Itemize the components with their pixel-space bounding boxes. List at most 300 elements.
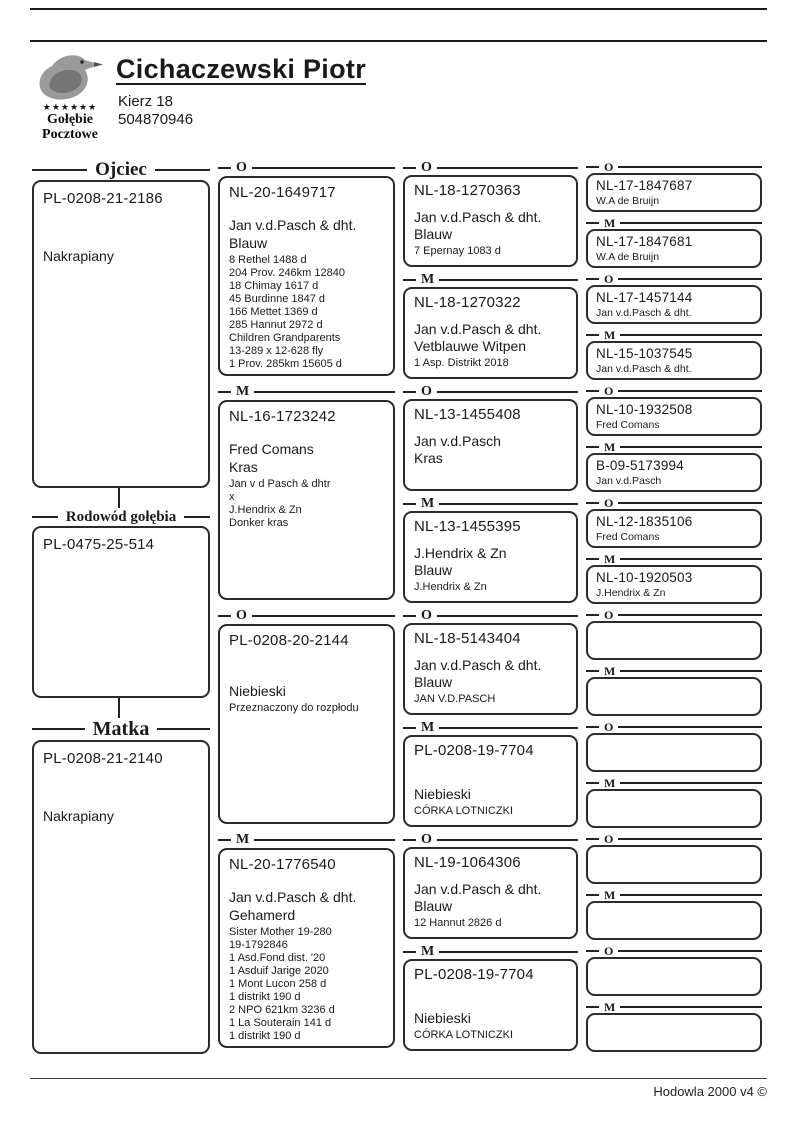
- box-header: [586, 664, 762, 677]
- father-header: [32, 160, 210, 180]
- sex-label: O: [604, 607, 614, 622]
- header-line: [618, 950, 762, 952]
- sex-label: M: [236, 832, 250, 847]
- breeder-line: [414, 769, 567, 786]
- bird-box: [32, 526, 210, 698]
- sex-label: O: [604, 831, 614, 846]
- ring-number: NL-18-5143404: [414, 630, 521, 647]
- breeder-line: [596, 628, 752, 640]
- header-line: [437, 391, 578, 393]
- result-line: 7 Epernay 1083 d: [414, 245, 501, 257]
- gen4-cell: [586, 944, 762, 996]
- pedigree-box: [218, 848, 395, 1048]
- result-line: Children Grandparents: [229, 332, 341, 344]
- pedigree-box: [403, 959, 578, 1051]
- color-line: Blauw: [414, 562, 453, 578]
- pedigree-box-empty: [586, 677, 762, 716]
- generation1-column: [32, 160, 210, 1054]
- pedigree-box-empty: [586, 957, 762, 996]
- result-line: 1 distrikt 190 d: [229, 991, 301, 1003]
- header-line: [403, 503, 416, 505]
- box-header: [586, 832, 762, 845]
- header-line: [439, 279, 578, 281]
- ring-number: PL-0208-19-7704: [414, 742, 534, 759]
- sex-label: O: [604, 495, 614, 510]
- box-header: [403, 608, 578, 623]
- header-line: [437, 167, 578, 169]
- header-line: [620, 782, 762, 784]
- mother-label: Matka: [92, 717, 150, 740]
- generation2-column: [218, 160, 395, 1056]
- box-header: [586, 720, 762, 733]
- result-line: 12 Hannut 2826 d: [414, 917, 502, 929]
- header-line: [32, 728, 85, 730]
- box-header: [586, 1000, 762, 1013]
- result-line: 13-289 x 12-628 fly: [229, 345, 324, 357]
- pigeon-logo-icon: [30, 50, 110, 102]
- result-line: J.Hendrix & Zn: [414, 581, 487, 593]
- result-line: 2 NPO 621km 3236 d: [229, 1004, 335, 1016]
- sex-label: M: [604, 215, 616, 230]
- pedigree-box: [218, 176, 395, 376]
- breeder-line: [596, 1020, 752, 1032]
- sex-label: M: [604, 551, 616, 566]
- ring-number: NL-17-1847687: [596, 178, 693, 193]
- gen4-cell: [586, 720, 762, 772]
- box-header: [586, 216, 762, 229]
- mother-header: [32, 718, 210, 740]
- bird-header: [32, 508, 210, 526]
- pedigree-box-empty: [586, 1013, 762, 1052]
- sex-label: M: [604, 887, 616, 902]
- mother-box: [32, 740, 210, 1054]
- header-line: [439, 503, 578, 505]
- header-line: [218, 839, 231, 841]
- header-line: [620, 222, 762, 224]
- pedigree-box: [218, 624, 395, 824]
- sex-label: O: [421, 383, 432, 399]
- header-line: [618, 278, 762, 280]
- breeder-line: Jan v.d.Pasch: [414, 433, 501, 449]
- sex-label: M: [604, 663, 616, 678]
- color-line: Blauw: [414, 226, 453, 242]
- header-line: [586, 894, 599, 896]
- pedigree-box-empty: [586, 789, 762, 828]
- gen2-cell: [218, 160, 395, 376]
- father-label: Ojciec: [95, 159, 147, 180]
- header-line: [403, 279, 416, 281]
- result-line: Jan v d Pasch & dhtr: [229, 478, 331, 490]
- header-line: [586, 782, 599, 784]
- header-line: [586, 334, 599, 336]
- pedigree-box-empty: [586, 621, 762, 660]
- sex-label: O: [604, 271, 614, 286]
- ring-number: NL-18-1270363: [414, 182, 521, 199]
- box-header: [218, 608, 395, 624]
- result-line: 18 Chimay 1617 d: [229, 280, 319, 292]
- pedigree-box-empty: [586, 901, 762, 940]
- pedigree-box: [403, 735, 578, 827]
- header-line: [586, 446, 599, 448]
- header-line: [586, 614, 599, 616]
- software-credit: Hodowla 2000 v4 ©: [653, 1084, 767, 1099]
- pedigree-box: [586, 229, 762, 268]
- result-line: 204 Prov. 246km 12840: [229, 267, 345, 279]
- ring-number: NL-13-1455395: [414, 518, 521, 535]
- breeder-line: Jan v.d.Pasch & dht.: [414, 321, 542, 337]
- breeder-number: 504870946: [118, 111, 194, 128]
- ring-number: PL-0475-25-514: [43, 536, 155, 553]
- result-line: 1 Asd.Fond dist. '20: [229, 952, 326, 964]
- ring-number: NL-12-1835106: [596, 514, 693, 529]
- header-line: [254, 391, 395, 393]
- breeder-line: [414, 993, 567, 1010]
- breeder-line: [596, 796, 752, 808]
- box-header: [586, 496, 762, 509]
- header-line: [620, 894, 762, 896]
- color-line: Kras: [414, 450, 443, 466]
- header-line: [620, 446, 762, 448]
- pedigree-box-empty: [586, 733, 762, 772]
- box-header: [403, 832, 578, 847]
- result-line: Donker kras: [229, 517, 289, 529]
- header-line: [618, 166, 762, 168]
- results: [229, 702, 384, 715]
- box-header: [586, 160, 762, 173]
- box-header: [586, 384, 762, 397]
- header-line: [437, 615, 578, 617]
- box-header: [586, 944, 762, 957]
- breeder-line: Fred Comans: [596, 531, 660, 543]
- header-line: [586, 726, 599, 728]
- ring-number: NL-19-1064306: [414, 854, 521, 871]
- ring-number: NL-13-1455408: [414, 406, 521, 423]
- result-line: x: [229, 491, 235, 503]
- sex-label: M: [236, 384, 250, 399]
- header-line: [403, 615, 416, 617]
- header-line: [586, 838, 599, 840]
- breeder-line: [596, 684, 752, 696]
- bird-label: Rodowód gołębia: [65, 508, 177, 525]
- box-header: [586, 328, 762, 341]
- gen3-cell: [403, 944, 578, 1051]
- breeder-line: Jan v.d.Pasch & dht.: [229, 217, 357, 233]
- result-line: 1 Asp. Distrikt 2018: [414, 357, 509, 369]
- gen3-cell: [403, 384, 578, 491]
- sex-label: O: [421, 607, 432, 623]
- header-line: [586, 558, 599, 560]
- box-header: [403, 944, 578, 959]
- sex-label: M: [421, 271, 435, 287]
- header-line: [403, 167, 416, 169]
- ring-number: NL-17-1457144: [596, 290, 693, 305]
- sex-label: M: [421, 943, 435, 959]
- header-line: [586, 278, 599, 280]
- result-line: CÓRKA LOTNICZKI: [414, 805, 514, 817]
- header-line: [218, 391, 231, 393]
- pedigree-box: [586, 509, 762, 548]
- header-line: [155, 169, 210, 171]
- box-header: [403, 272, 578, 287]
- breeder-line: J.Hendrix & Zn: [596, 587, 666, 599]
- breeder-line: Jan v.d.Pasch & dht.: [229, 889, 357, 905]
- sex-label: O: [604, 943, 614, 958]
- results: [229, 478, 384, 530]
- result-line: [414, 468, 567, 482]
- pedigree-box: [403, 287, 578, 379]
- pedigree-box-empty: [586, 845, 762, 884]
- header-line: [403, 839, 416, 841]
- result-line: CÓRKA LOTNICZKI: [414, 1029, 514, 1041]
- header-line: [620, 558, 762, 560]
- ring-number: NL-20-1649717: [229, 184, 336, 201]
- pedigree-box: [586, 285, 762, 324]
- pedigree-box: [586, 453, 762, 492]
- gen3-cell: [403, 272, 578, 379]
- sex-label: M: [421, 719, 435, 735]
- breeder-line: W.A de Bruijn: [596, 195, 660, 207]
- ring-number: NL-17-1847681: [596, 234, 693, 249]
- breeder-line: [596, 852, 752, 864]
- color-line: Blauw: [414, 898, 453, 914]
- breeder-line: Jan v.d.Pasch & dht.: [414, 881, 542, 897]
- header-line: [618, 614, 762, 616]
- gen4-cell: [586, 272, 762, 324]
- box-header: [218, 384, 395, 400]
- gen3-cell: [403, 832, 578, 939]
- box-header: [403, 720, 578, 735]
- box-header: [218, 832, 395, 848]
- result-line: J.Hendrix & Zn: [229, 504, 302, 516]
- sex-label: M: [604, 327, 616, 342]
- color-line: Kras: [229, 459, 258, 475]
- result-line: JAN V.D.PASCH: [414, 693, 496, 705]
- header-line: [218, 615, 231, 617]
- gen3-cell: [403, 496, 578, 603]
- sex-label: M: [421, 495, 435, 511]
- ring-number: NL-18-1270322: [414, 294, 521, 311]
- sex-label: O: [604, 719, 614, 734]
- result-line: 19-1792846: [229, 939, 288, 951]
- breeder-line: J.Hendrix & Zn: [414, 545, 507, 561]
- result-line: 1 Prov. 285km 15605 d: [229, 358, 342, 370]
- generation3-column: [403, 160, 578, 1056]
- box-header: [586, 440, 762, 453]
- breeder-line: Jan v.d.Pasch & dht.: [596, 307, 692, 319]
- result-line: 1 Asduif Jarige 2020: [229, 965, 329, 977]
- gen4-cell: [586, 608, 762, 660]
- header-line: [252, 167, 395, 169]
- header-line: [403, 727, 416, 729]
- header-line: [439, 727, 578, 729]
- color-line: Vetblauwe Witpen: [414, 338, 527, 354]
- footer-rule: [30, 1078, 767, 1079]
- gen4-cell: [586, 552, 762, 604]
- box-header: [403, 384, 578, 399]
- sex-label: O: [236, 160, 247, 175]
- pedigree-box: [403, 847, 578, 939]
- result-line: 285 Hannut 2972 d: [229, 319, 323, 331]
- breeder-line: Jan v.d.Pasch: [596, 475, 662, 487]
- ring-number: PL-0208-19-7704: [414, 966, 534, 983]
- header-line: [32, 516, 58, 518]
- ring-number: NL-10-1932508: [596, 402, 693, 417]
- header-line: [586, 670, 599, 672]
- header-line: [157, 728, 210, 730]
- ring-number: PL-0208-21-2186: [43, 190, 163, 207]
- gen4-cell: [586, 440, 762, 492]
- result-line: 1 distrikt 190 d: [229, 1030, 301, 1042]
- color-line: Niebieski: [414, 786, 471, 802]
- box-header: [403, 496, 578, 511]
- header-line: [403, 391, 416, 393]
- header-line: [618, 726, 762, 728]
- breeder-line: [229, 664, 384, 682]
- gen3-cell: [403, 608, 578, 715]
- header-line: [32, 169, 87, 171]
- generation4-column: [586, 160, 762, 1056]
- color-description: Nakrapiany: [43, 248, 114, 264]
- result-line: 166 Mettet 1369 d: [229, 306, 318, 318]
- header-line: [620, 670, 762, 672]
- result-line: 8 Rethel 1488 d: [229, 254, 307, 266]
- header-line: [586, 390, 599, 392]
- ring-number: NL-15-1037545: [596, 346, 693, 361]
- sex-label: O: [421, 831, 432, 847]
- result-line: 45 Burdinne 1847 d: [229, 293, 326, 305]
- gen4-cell: [586, 832, 762, 884]
- gen4-cell: [586, 496, 762, 548]
- pedigree-box: [218, 400, 395, 600]
- pedigree-box: [586, 173, 762, 212]
- color-line: Niebieski: [414, 1010, 471, 1026]
- header-line: [184, 516, 210, 518]
- father-box: [32, 180, 210, 488]
- pedigree-box: [586, 397, 762, 436]
- ring-number: NL-10-1920503: [596, 570, 693, 585]
- pedigree-box: [403, 623, 578, 715]
- header-line: [403, 951, 416, 953]
- sex-label: O: [604, 159, 614, 174]
- gen3-cell: [403, 160, 578, 267]
- sex-label: O: [421, 159, 432, 175]
- header-line: [586, 166, 599, 168]
- gen4-cell: [586, 328, 762, 380]
- sex-label: M: [604, 439, 616, 454]
- box-header: [586, 888, 762, 901]
- color-line: Gehamerd: [229, 907, 296, 923]
- connector-line: [118, 488, 120, 508]
- box-header: [586, 272, 762, 285]
- ring-number: NL-16-1723242: [229, 408, 336, 425]
- ring-number: PL-0208-20-2144: [229, 632, 349, 649]
- box-header: [218, 160, 395, 176]
- breeder-line: [596, 964, 752, 976]
- top-rule: [30, 8, 767, 10]
- connector-line: [118, 698, 120, 718]
- box-header: [586, 552, 762, 565]
- results: [229, 926, 384, 1043]
- breeder-line: Fred Comans: [596, 419, 660, 431]
- pedigree-box: [403, 175, 578, 267]
- gen4-cell: [586, 888, 762, 940]
- logo-stars: ★★★★★★: [42, 102, 98, 112]
- breeder-line: Jan v.d.Pasch & dht.: [596, 363, 692, 375]
- color-line: Blauw: [414, 674, 453, 690]
- logo-text-line2: Pocztowe: [42, 127, 98, 142]
- header-rule: [30, 40, 767, 42]
- ring-number: B-09-5173994: [596, 458, 684, 473]
- header-line: [620, 334, 762, 336]
- sex-label: M: [604, 775, 616, 790]
- ring-number: PL-0208-21-2140: [43, 750, 163, 767]
- header-line: [586, 1006, 599, 1008]
- sex-label: O: [604, 383, 614, 398]
- results: [229, 254, 384, 371]
- gen4-cell: [586, 776, 762, 828]
- pedigree-box: [586, 341, 762, 380]
- header-line: [586, 502, 599, 504]
- header-line: [620, 1006, 762, 1008]
- color-description: Nakrapiany: [43, 808, 114, 824]
- pedigree-box: [403, 511, 578, 603]
- pedigree-box: [403, 399, 578, 491]
- club-logo: [26, 50, 114, 142]
- sex-label: O: [236, 608, 247, 623]
- box-header: [586, 776, 762, 789]
- logo-text-line1: Gołębie: [47, 112, 93, 127]
- breeder-line: Jan v.d.Pasch & dht.: [414, 209, 542, 225]
- page-title: Cichaczewski Piotr: [116, 54, 366, 84]
- result-line: Sister Mother 19-280: [229, 926, 332, 938]
- result-line: 1 La Souterain 141 d: [229, 1017, 332, 1029]
- header-line: [437, 839, 578, 841]
- header-line: [439, 951, 578, 953]
- header-line: [252, 615, 395, 617]
- result-line: 1 Mont Lucon 258 d: [229, 978, 327, 990]
- color-line: Blauw: [229, 235, 268, 251]
- breeder-line: [596, 908, 752, 920]
- gen3-cell: [403, 720, 578, 827]
- box-header: [586, 608, 762, 621]
- breeder-line: Jan v.d.Pasch & dht.: [414, 657, 542, 673]
- gen4-cell: [586, 160, 762, 212]
- header-line: [618, 390, 762, 392]
- ring-number: NL-20-1776540: [229, 856, 336, 873]
- gen2-cell: [218, 832, 395, 1048]
- breeder-line: W.A de Bruijn: [596, 251, 660, 263]
- breeder-line: Fred Comans: [229, 441, 314, 457]
- gen2-cell: [218, 608, 395, 824]
- box-header: [403, 160, 578, 175]
- header-line: [618, 502, 762, 504]
- breeder-address: Kierz 18: [118, 93, 174, 110]
- gen2-cell: [218, 384, 395, 600]
- color-line: Niebieski: [229, 683, 286, 699]
- breeder-line: [596, 740, 752, 752]
- sex-label: M: [604, 999, 616, 1014]
- pedigree-box: [586, 565, 762, 604]
- gen4-cell: [586, 1000, 762, 1052]
- header-line: [254, 839, 395, 841]
- result-line: Przeznaczony do rozpłodu: [229, 702, 359, 714]
- gen4-cell: [586, 664, 762, 716]
- gen4-cell: [586, 216, 762, 268]
- header-line: [218, 167, 231, 169]
- header-line: [586, 222, 599, 224]
- header-line: [618, 838, 762, 840]
- gen4-cell: [586, 384, 762, 436]
